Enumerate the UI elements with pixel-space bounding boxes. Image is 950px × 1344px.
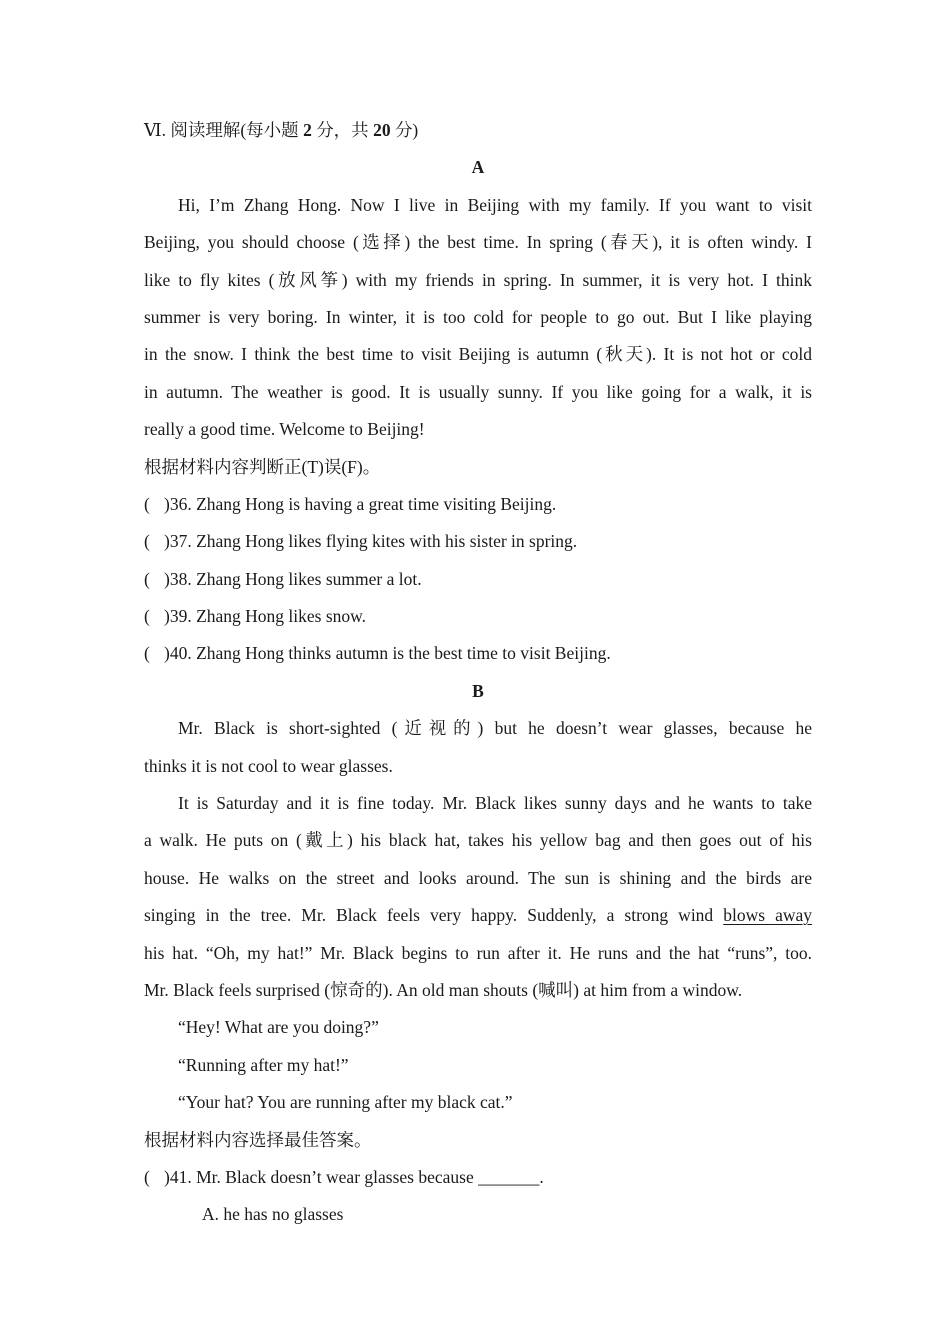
passage-b-label: B: [472, 680, 484, 701]
dialogue-line: “Your hat? You are running after my black cat.”: [178, 1092, 513, 1113]
passage-b-line: his hat. “Oh, my hat!” Mr. Black begins to run after it. He runs and the hat “runs”, too.: [144, 942, 812, 963]
question-text: 41. Mr. Black doesn’t wear glasses because _______.: [169, 1166, 544, 1187]
passage-a-instruction: 根据材料内容判断正(T)误(F)。: [144, 456, 381, 477]
passage-b-line: house. He walks on the street and looks around. The sun is shining and the birds are: [144, 867, 812, 888]
paren-close: ): [164, 1166, 170, 1187]
points-total: 20: [373, 120, 391, 140]
line-text: singing in the tree. Mr. Black feels very happy. Suddenly, a strong wind: [144, 905, 724, 926]
question-38: [144, 561, 812, 598]
passage-b-line: thinks it is not cool to wear glasses.: [144, 755, 393, 776]
passage-b-line: a walk. He puts on (戴上) his black hat, takes his yellow bag and then goes out of his: [144, 830, 812, 851]
passage-a-line: like to fly kites (放风筝) with my friends in spring. In summer, it is very hot. I think: [144, 269, 812, 290]
answer-blank[interactable]: (: [144, 643, 150, 664]
points-each: 2: [303, 120, 312, 140]
passage-a-line: Beijing, you should choose (选择) the best time. In spring (春天), it is often windy. I: [144, 232, 812, 253]
answer-blank[interactable]: (: [144, 606, 150, 627]
dialogue-line: “Running after my hat!”: [178, 1054, 349, 1075]
passage-a-line: in the snow. I think the best time to visit Beijing is autumn (秋天). It is not hot or cold: [144, 344, 812, 365]
paren-close: ): [164, 568, 170, 589]
paren-close: ): [164, 531, 170, 552]
passage-a-label: A: [471, 157, 485, 178]
question-36: [144, 486, 812, 523]
passage-b-line: It is Saturday and it is fine today. Mr. Black likes sunny days and he wants to take: [178, 793, 812, 814]
section-title: [144, 112, 812, 149]
worksheet-page: [144, 112, 812, 1234]
section-title-text-2: 分，共: [311, 120, 374, 140]
passage-a-line: Hi, I’m Zhang Hong. Now I live in Beijing with my family. If you want to visit: [178, 194, 812, 215]
passage-a-line: really a good time. Welcome to Beijing!: [144, 419, 425, 440]
true-false-questions: [144, 486, 812, 673]
section-title-text: Ⅵ. 阅读理解(每小题: [144, 120, 304, 140]
question-text: 38. Zhang Hong likes summer a lot.: [169, 568, 422, 589]
answer-blank[interactable]: (: [144, 1166, 150, 1187]
paren-close: ): [164, 493, 170, 514]
question-text: 40. Zhang Hong thinks autumn is the best time to visit Beijing.: [169, 643, 611, 664]
passage-b-line: [144, 897, 812, 934]
paren-close: ): [164, 606, 170, 627]
question-40: [144, 635, 812, 672]
dialogue-line: “Hey! What are you doing?”: [178, 1017, 379, 1038]
question-41: [144, 1159, 812, 1196]
passage-a-text: [144, 187, 812, 449]
passage-b-line: Mr. Black is short-sighted (近视的) but he doesn’t wear glasses, because he: [178, 718, 812, 739]
passage-b-text: [144, 710, 812, 1121]
question-37: [144, 523, 812, 560]
question-39: [144, 598, 812, 635]
answer-blank[interactable]: (: [144, 531, 150, 552]
passage-a-line: summer is very boring. In winter, it is too cold for people to go out. But I like playing: [144, 306, 812, 327]
passage-b-line: Mr. Black feels surprised (惊奇的). An old man shouts (喊叫) at him from a window.: [144, 979, 743, 1000]
option-a[interactable]: A. he has no glasses: [202, 1204, 344, 1225]
passage-a-line: in autumn. The weather is good. It is usually sunny. If you like going for a walk, it is: [144, 381, 812, 402]
question-text: 39. Zhang Hong likes snow.: [169, 606, 367, 627]
passage-b-instruction: 根据材料内容选择最佳答案。: [144, 1129, 372, 1150]
underlined-phrase: blows away: [723, 905, 813, 926]
question-text: 36. Zhang Hong is having a great time visiting Beijing.: [169, 493, 557, 514]
question-text: 37. Zhang Hong likes flying kites with his sister in spring.: [169, 531, 578, 552]
answer-blank[interactable]: (: [144, 493, 150, 514]
answer-blank[interactable]: (: [144, 568, 150, 589]
paren-close: ): [164, 643, 170, 664]
section-title-text-3: 分): [390, 120, 419, 140]
